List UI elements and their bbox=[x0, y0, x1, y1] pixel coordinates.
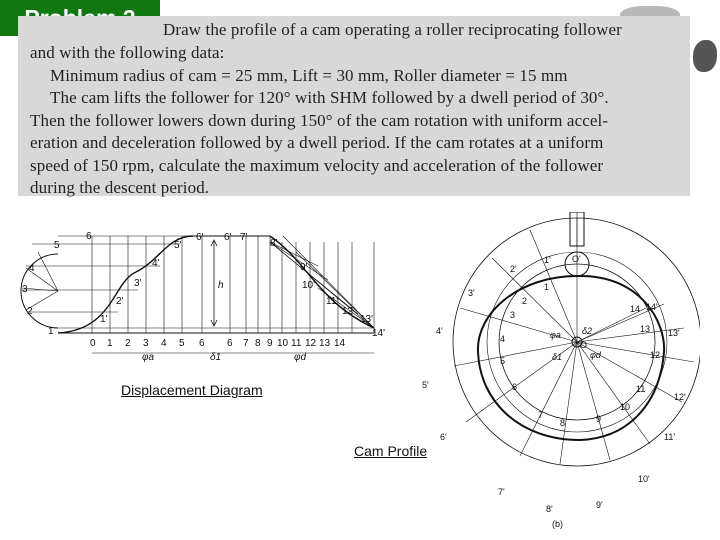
cam-inner-label: 1 bbox=[544, 282, 550, 292]
axis-number: 2 bbox=[125, 338, 131, 349]
fall-label: 7' bbox=[240, 232, 248, 243]
angle-label: δ1 bbox=[552, 352, 563, 362]
lift-label: h bbox=[218, 280, 224, 291]
cam-inner-label: 14 bbox=[630, 304, 641, 314]
cam-outer-label: 12' bbox=[674, 392, 686, 402]
cam-outer-label: 10' bbox=[638, 474, 650, 484]
o-prime-label: O' bbox=[572, 254, 581, 264]
dwell-label: 6' bbox=[224, 232, 232, 243]
cam-outer-label: 4' bbox=[436, 326, 443, 336]
cam-inner-label: 3 bbox=[510, 310, 516, 320]
fall-label: 9' bbox=[300, 262, 308, 273]
cam-inner-label: 11 bbox=[636, 384, 646, 394]
cam-outer-label: 9' bbox=[596, 500, 603, 510]
cam-inner-label: 2 bbox=[522, 296, 528, 306]
angle-label: φd bbox=[590, 350, 601, 360]
problem-statement bbox=[18, 16, 690, 196]
axis-number: 5 bbox=[179, 338, 185, 349]
fall-label: 12' bbox=[342, 306, 356, 317]
fall-label: 10' bbox=[302, 280, 316, 291]
cam-outer-label: 7' bbox=[498, 487, 505, 497]
cam-outer-label: 8' bbox=[546, 504, 553, 514]
problem-line: Draw the profile of a cam operating a roller reciprocating follower bbox=[163, 20, 622, 39]
logo-blob-icon bbox=[693, 40, 717, 72]
cam-inner-label: 9 bbox=[596, 414, 602, 424]
rise-label: 2' bbox=[116, 296, 124, 307]
problem-line: Minimum radius of cam = 25 mm, Lift = 30 mm, Roller diameter = 15 mm bbox=[50, 66, 568, 85]
cam-outer-label: 6' bbox=[440, 432, 447, 442]
axis-number: 7 bbox=[243, 338, 249, 349]
problem-line: eration and deceleration followed by a dwell period. If the cam rotates at a uniform bbox=[30, 133, 604, 152]
problem-line: during the descent period. bbox=[30, 178, 210, 197]
cam-outer-label: 1' bbox=[544, 255, 551, 265]
o-label: O bbox=[580, 340, 588, 350]
circle-label: 6 bbox=[86, 231, 92, 242]
cam-inner-label: 7 bbox=[538, 410, 544, 420]
phi-a-label: φa bbox=[142, 352, 155, 362]
cam-inner-label: 13 bbox=[640, 324, 651, 334]
cam-inner-label: 5 bbox=[500, 356, 506, 366]
angle-label: δ2 bbox=[582, 326, 593, 336]
cam-inner-label: 10 bbox=[620, 402, 631, 412]
cam-profile-caption: Cam Profile bbox=[354, 443, 428, 459]
axis-number: 12 bbox=[305, 338, 317, 349]
circle-label: 5 bbox=[54, 240, 60, 251]
axis-number: 6 bbox=[227, 338, 233, 349]
angle-label: φa bbox=[550, 330, 561, 340]
cam-inner-label: 6 bbox=[512, 382, 518, 392]
circle-label: 2 bbox=[27, 306, 33, 317]
problem-line: The cam lifts the follower for 120° with SHM followed by a dwell period of 30°. bbox=[50, 88, 609, 107]
problem-line: Then the follower lowers down during 150° of the cam rotation with uniform accel- bbox=[30, 111, 609, 130]
fall-label: 11' bbox=[326, 296, 339, 307]
axis-number: 1 bbox=[107, 338, 113, 349]
cam-outer-label: 3' bbox=[468, 288, 475, 298]
rise-label: 5' bbox=[174, 240, 182, 251]
cam-outer-label: 13' bbox=[668, 328, 680, 338]
circle-label: 3 bbox=[22, 284, 28, 295]
circle-label: 1 bbox=[48, 326, 54, 337]
displacement-caption: Displacement Diagram bbox=[121, 382, 263, 398]
displacement-diagram bbox=[18, 222, 398, 362]
cam-inner-label: 4 bbox=[500, 334, 506, 344]
cam-outer-label: 11' bbox=[664, 432, 676, 442]
axis-number: 8 bbox=[255, 338, 261, 349]
axis-number: 3 bbox=[143, 338, 149, 349]
fall-label: 14' bbox=[372, 328, 386, 339]
cam-profile-diagram bbox=[410, 212, 700, 540]
problem-line: speed of 150 rpm, calculate the maximum velocity and acceleration of the follower bbox=[30, 156, 604, 175]
axis-number: 4 bbox=[161, 338, 167, 349]
rise-label: 3' bbox=[134, 278, 142, 289]
fall-label: 8' bbox=[270, 238, 278, 249]
axis-number: 11 bbox=[291, 338, 302, 349]
problem-line: and with the following data: bbox=[30, 43, 225, 62]
delta-1-label: δ1 bbox=[210, 352, 222, 362]
figure-label: (b) bbox=[552, 519, 563, 529]
rise-label: 1' bbox=[100, 314, 108, 325]
phi-d-label: φd bbox=[294, 352, 307, 362]
circle-label: 4 bbox=[29, 263, 35, 274]
cam-outer-label: 14' bbox=[646, 302, 658, 312]
cam-outer-label: 5' bbox=[422, 380, 429, 390]
rise-label: 6' bbox=[196, 232, 204, 243]
rise-label: 4' bbox=[152, 258, 160, 269]
fall-label: 13' bbox=[360, 314, 374, 325]
cam-inner-label: 12 bbox=[650, 350, 661, 360]
axis-number: 10 bbox=[277, 338, 289, 349]
axis-number: 6 bbox=[199, 338, 205, 349]
axis-number: 13 bbox=[319, 338, 331, 349]
cam-outer-label: 2' bbox=[510, 264, 517, 274]
axis-number: 0 bbox=[90, 338, 96, 349]
cam-inner-label: 8 bbox=[560, 418, 566, 428]
axis-number: 9 bbox=[267, 338, 273, 349]
axis-number: 14 bbox=[334, 338, 346, 349]
